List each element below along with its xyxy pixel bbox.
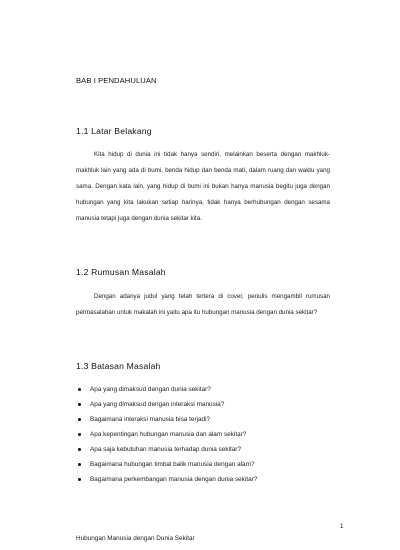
paragraph-latar-belakang: Kita hidup di dunia ini tidak hanya sendiri, melainkan beserta dengan makhluk-makhluk lain yang ada di bumi, benda hidup dan benda mati, dalam ruang dan waktu yang sama. Dengan kata lain, yang hidup di bumi ini bukan hanya manusia begitu juga dengan hubungan yang kita lakukan setiap harinya, tidak hanya berhubungan dengan sesama manusia tetapi juga dengan dunia sekitar kita. bbox=[76, 151, 330, 222]
list-item: Bagaimana hubungan timbal balik manusia dengan alam? bbox=[76, 457, 336, 472]
bullet-icon bbox=[78, 403, 81, 406]
bullet-icon bbox=[78, 388, 81, 391]
list-item: Apa saja kebutuhan manusia terhadap dunia sekitar? bbox=[76, 442, 336, 457]
list-item: Apa yang dimaksud dengan dunia sekitar? bbox=[76, 382, 336, 397]
list-item: Apa kepentingan hubungan manusia dan alam sekitar? bbox=[76, 427, 336, 442]
bullet-icon bbox=[78, 418, 81, 421]
bullet-icon bbox=[78, 478, 81, 481]
list-item: Bagaimana perkembangan manusia dengan dunia sekitar? bbox=[76, 472, 336, 487]
bullet-list-batasan-masalah bbox=[76, 382, 336, 487]
chapter-title: BAB I PENDAHULUAN bbox=[76, 76, 157, 85]
page-footer: Hubungan Manusia dengan Dunia Sekitar bbox=[76, 535, 195, 542]
paragraph-rumusan-masalah: Dengan adanya judul yang telah tertera di cover, penulis mengambil rumusan permasalahan untuk makalah ini yaitu apa itu hubungan manusia dengan dunia sekitar? bbox=[76, 293, 330, 316]
section-heading-batasan-masalah: 1.3 Batasan Masalah bbox=[76, 361, 161, 371]
list-item: Apa yang dimaksud dengan interaksi manusia? bbox=[76, 397, 336, 412]
bullet-icon bbox=[78, 463, 81, 466]
bullet-icon bbox=[78, 448, 81, 451]
bullet-icon bbox=[78, 433, 81, 436]
page-number: 1 bbox=[340, 523, 344, 530]
list-item: Bagaimana interaksi manusia bisa terjadi? bbox=[76, 412, 336, 427]
section-heading-rumusan-masalah: 1.2 Rumusan Masalah bbox=[76, 267, 166, 277]
section-heading-latar-belakang: 1.1 Latar Belakang bbox=[76, 126, 152, 136]
